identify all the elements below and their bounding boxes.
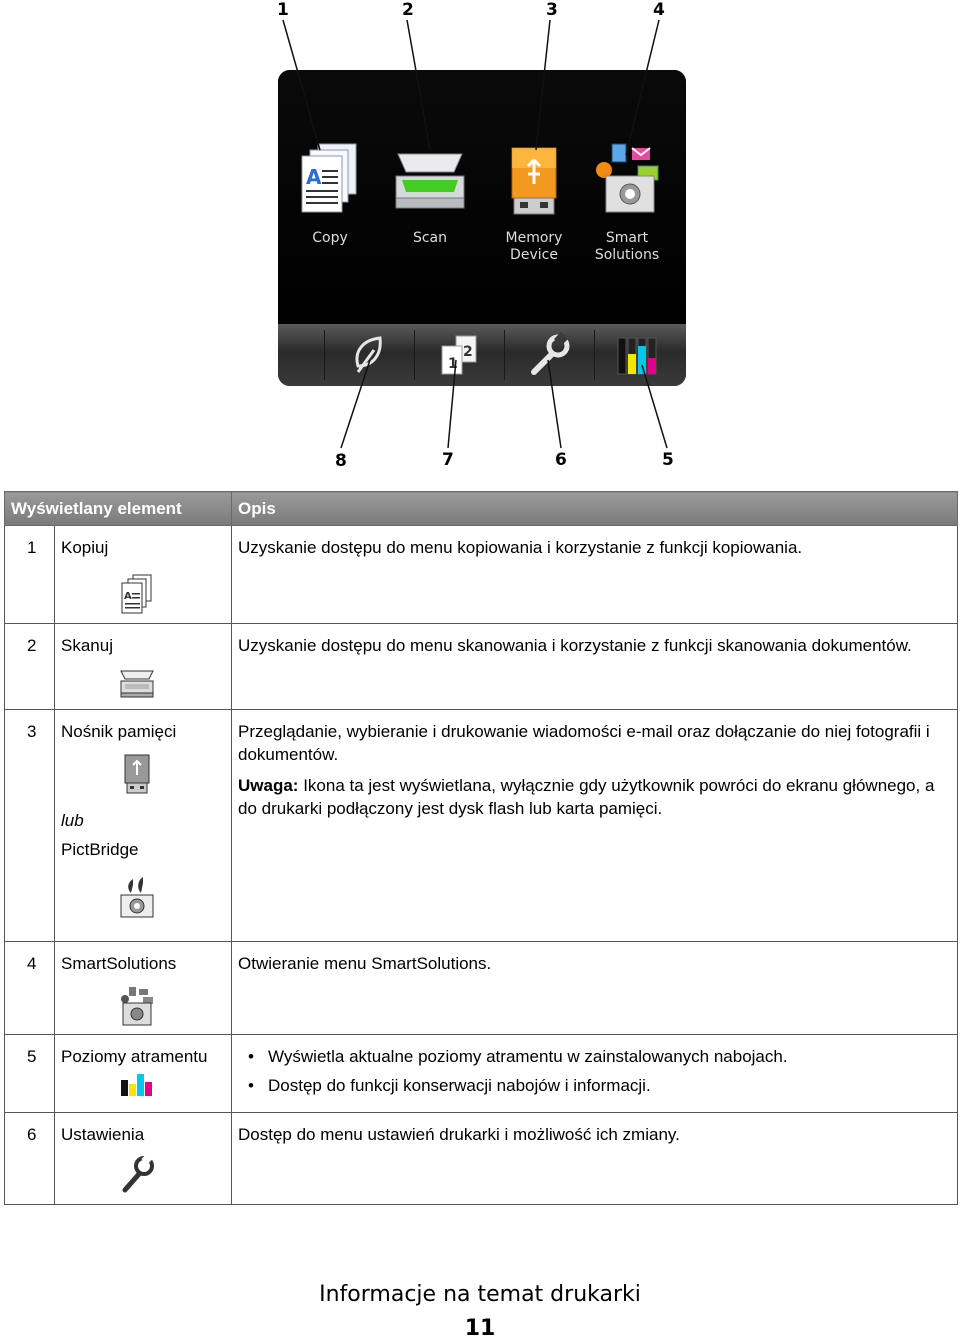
table-row bbox=[5, 1113, 958, 1205]
pictbridge-icon bbox=[119, 875, 155, 919]
row-number: 4 bbox=[5, 942, 55, 1035]
or-label: lub bbox=[61, 811, 84, 830]
callout-2: 2 bbox=[402, 0, 414, 20]
table-row bbox=[5, 1035, 958, 1113]
note-text: Ikona ta jest wyświetlana, wyłącznie gdy użytkownik powróci do ekranu głównego, a do drukarki podłączony jest dysk flash lub karta pamięci. bbox=[238, 776, 935, 818]
row-element bbox=[55, 710, 232, 942]
smart-label-line1: Smart bbox=[605, 230, 649, 246]
element-name: Poziomy atramentu bbox=[61, 1047, 208, 1066]
scan-icon bbox=[119, 667, 155, 699]
table-row bbox=[5, 710, 958, 942]
callout-leader-lines bbox=[0, 0, 960, 480]
memory-label-line2: Device bbox=[510, 247, 558, 263]
callout-7: 7 bbox=[442, 450, 454, 470]
element-name: Skanuj bbox=[61, 636, 113, 655]
row-element bbox=[55, 526, 232, 624]
row-number: 5 bbox=[5, 1035, 55, 1113]
row-number: 6 bbox=[5, 1113, 55, 1205]
row-element bbox=[55, 1113, 232, 1205]
row-element bbox=[55, 1035, 232, 1113]
element-name: Nośnik pamięci bbox=[61, 722, 177, 741]
callout-4: 4 bbox=[653, 0, 665, 20]
smart-label-line2: Solutions bbox=[594, 247, 660, 263]
header-element: Wyświetlany element bbox=[5, 492, 232, 526]
table-header-row bbox=[5, 492, 958, 526]
bullet-list bbox=[238, 1045, 951, 1097]
copy-label: Copy bbox=[312, 230, 348, 246]
printer-panel-figure bbox=[0, 0, 960, 480]
row-description: Otwieranie menu SmartSolutions. bbox=[232, 942, 958, 1035]
scan-label: Scan bbox=[412, 230, 448, 246]
svg-text:2: 2 bbox=[463, 344, 473, 360]
element-name: Kopiuj bbox=[61, 538, 109, 557]
callout-6: 6 bbox=[555, 450, 567, 470]
callout-5: 5 bbox=[662, 450, 674, 470]
row-description: Dostęp do menu ustawień drukarki i możliwość ich zmiany. bbox=[232, 1113, 958, 1205]
list-item: • Dostęp do funkcji konserwacji nabojów i informacji. bbox=[238, 1074, 951, 1097]
table-row bbox=[5, 942, 958, 1035]
row-description: Uzyskanie dostępu do menu kopiowania i korzystanie z funkcji kopiowania. bbox=[232, 526, 958, 624]
svg-text:A: A bbox=[124, 591, 132, 602]
row-element bbox=[55, 624, 232, 710]
memory-device-icon bbox=[119, 753, 155, 797]
smart-solutions-icon bbox=[119, 985, 155, 1029]
copy-icon bbox=[119, 573, 155, 617]
row-description bbox=[232, 710, 958, 942]
note-label: Uwaga: bbox=[238, 776, 299, 795]
display-elements-table bbox=[4, 491, 958, 1205]
table-row bbox=[5, 624, 958, 710]
note bbox=[238, 774, 951, 820]
svg-text:A: A bbox=[306, 165, 322, 189]
page-number: 11 bbox=[464, 1316, 496, 1341]
element-name-alt: PictBridge bbox=[61, 840, 139, 859]
element-name: Ustawienia bbox=[61, 1125, 145, 1144]
wrench-icon bbox=[119, 1152, 155, 1196]
footer-title: Informacje na temat drukarki bbox=[319, 1282, 641, 1307]
description-text: Przeglądanie, wybieranie i drukowanie wiadomości e-mail oraz dołączanie do niej fotografii i dokumentów. bbox=[238, 722, 930, 764]
row-element bbox=[55, 942, 232, 1035]
list-item: • Wyświetla aktualne poziomy atramentu w zainstalowanych nabojach. bbox=[238, 1045, 951, 1068]
row-description: Uzyskanie dostępu do menu skanowania i korzystanie z funkcji skanowania dokumentów. bbox=[232, 624, 958, 710]
table-row bbox=[5, 526, 958, 624]
callout-8: 8 bbox=[335, 451, 347, 471]
header-description: Opis bbox=[232, 492, 958, 526]
memory-label-line1: Memory bbox=[505, 230, 563, 246]
row-number: 1 bbox=[5, 526, 55, 624]
callout-3: 3 bbox=[546, 0, 558, 20]
row-description bbox=[232, 1035, 958, 1113]
svg-text:1: 1 bbox=[448, 356, 458, 372]
ink-levels-icon bbox=[119, 1072, 155, 1098]
row-number: 2 bbox=[5, 624, 55, 710]
element-name: SmartSolutions bbox=[61, 954, 177, 973]
row-number: 3 bbox=[5, 710, 55, 942]
callout-1: 1 bbox=[277, 0, 289, 20]
